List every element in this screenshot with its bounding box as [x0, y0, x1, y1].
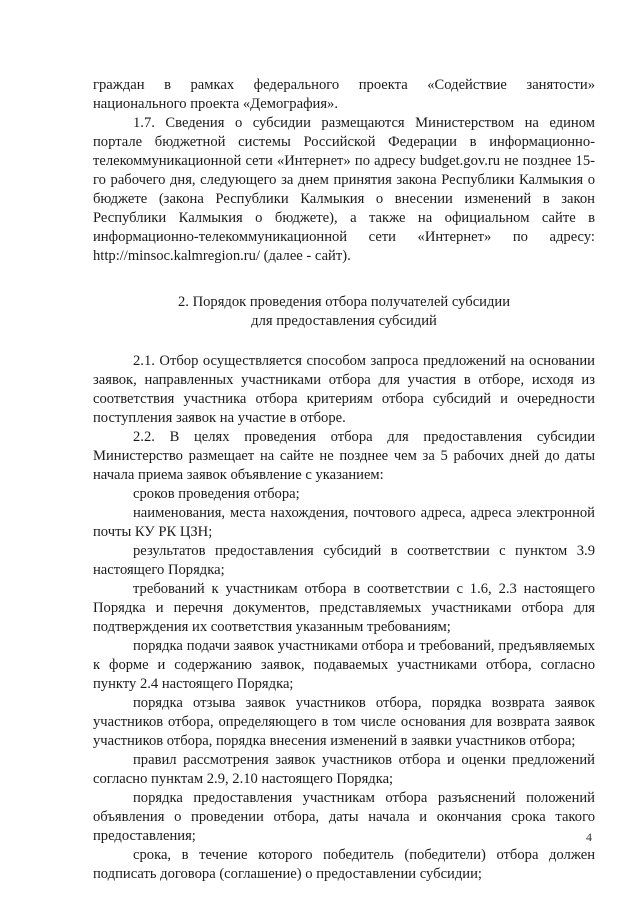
list-item: результатов предоставления субсидий в соответствии с пунктом 3.9 настоящего Порядка;	[93, 543, 595, 578]
section-heading	[93, 293, 595, 331]
section-heading-line-1: 2. Порядок проведения отбора получателей субсидии	[177, 294, 511, 310]
list-item: сроков проведения отбора;	[133, 486, 300, 502]
list-item: требований к участникам отбора в соответствии с 1.6, 2.3 настоящего Порядка и перечня документов, представляемых участниками отбора для подтверждения их соответствия указанным требованиям;	[93, 581, 595, 635]
list-item: порядка подачи заявок участниками отбора и требований, предъявляемых к форме и содержанию заявок, подаваемых участниками отбора, согласно пункту 2.4 настоящего Порядка;	[93, 638, 595, 692]
page-number: 4	[586, 830, 592, 844]
section-heading-line-2: для предоставления субсидий	[251, 313, 437, 329]
paragraph-2-1: 2.1. Отбор осуществляется способом запроса предложений на основании заявок, направленных участниками отбора для участия в отборе, исходя из соответствия участника отбора критериям отбора субсидий и очередности поступления заявок на участие в отборе.	[93, 353, 595, 426]
list-item: срока, в течение которого победитель (победители) отбора должен подписать договора (соглашение) о предоставлении субсидии;	[93, 847, 595, 882]
list-item: правил рассмотрения заявок участников отбора и оценки предложений согласно пунктам 2.9, 2.10 настоящего Порядка;	[93, 752, 595, 787]
paragraph-1-7: 1.7. Сведения о субсидии размещаются Министерством на едином портале бюджетной системы Российской Федерации в информационно-телекоммуникационной сети «Интернет» по адресу budget.gov.ru не позднее 15-го рабочего дня, следующего за днем принятия закона Республики Калмыкия о бюджете (закона Республики Калмыкия о внесении изменений в закон Республики Калмыкия о бюджете), а также на официальном сайте в информационно-телекоммуникационной сети «Интернет» по адресу: http://minsoc.kalmregion.ru/ (далее - сайт).	[93, 115, 595, 264]
page-body	[93, 76, 595, 884]
list-item: порядка предоставления участникам отбора разъяснений положений объявления о проведении отбора, даты начала и окончания срока такого предоставления;	[93, 790, 595, 844]
paragraph-2-2: 2.2. В целях проведения отбора для предоставления субсидии Министерство размещает на сайте не позднее чем за 5 рабочих дней до даты начала приема заявок объявление с указанием:	[93, 429, 595, 483]
paragraph: граждан в рамках федерального проекта «Содействие занятости» национального проекта «Демография».	[93, 77, 595, 112]
list-item: наименования, места нахождения, почтового адреса, адреса электронной почты КУ РК ЦЗН;	[93, 505, 595, 540]
list-item: порядка отзыва заявок участников отбора, порядка возврата заявок участников отбора, определяющего в том числе основания для возврата заявок участников отбора, порядка внесения изменений в заявки участников отбора;	[93, 695, 595, 749]
